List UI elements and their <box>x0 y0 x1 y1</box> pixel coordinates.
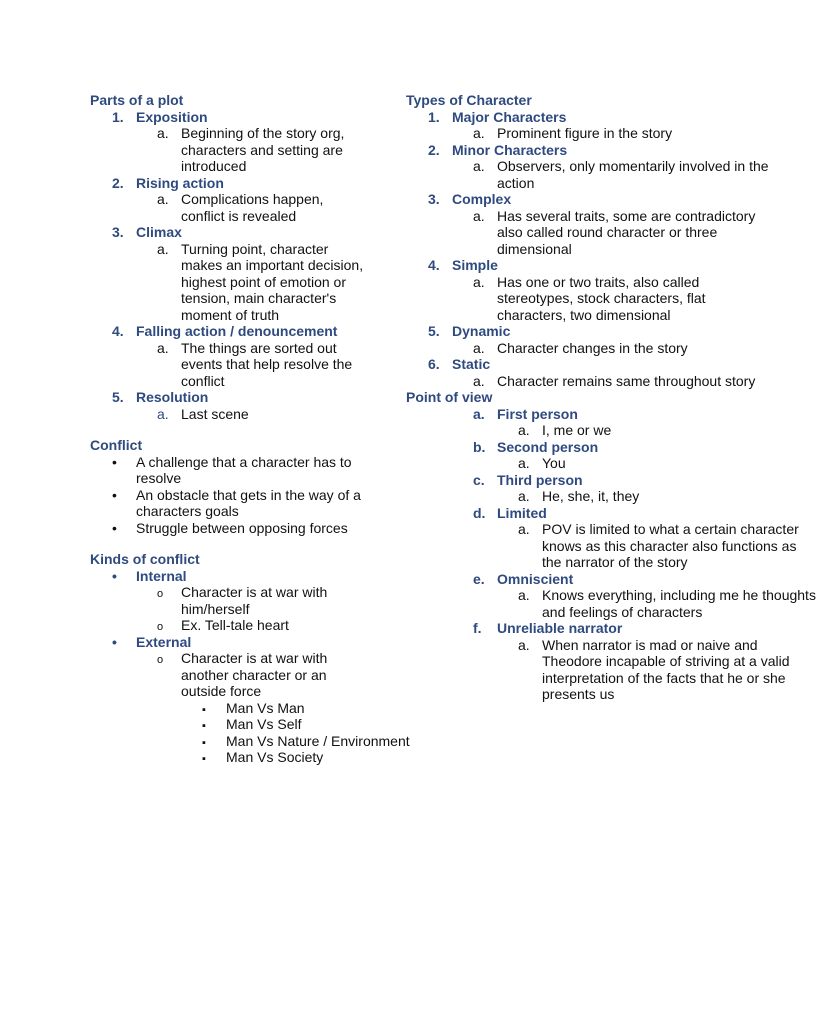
circle-bullet-icon <box>157 584 163 603</box>
types-of-character-heading: Types of Character <box>406 92 532 108</box>
circle-bullet-icon <box>157 650 163 669</box>
character-type: 6. Static <box>428 356 491 372</box>
conflict-item: • An obstacle that gets in the way of a characters goals <box>90 487 376 520</box>
pov-detail: a. He, she, it, they <box>518 488 640 504</box>
pov-detail: a. Knows everything, including me he thoughts and feelings of characters <box>518 587 816 620</box>
pov-detail: a. You <box>518 455 566 471</box>
conflict-type: ▪ Man Vs Society <box>90 749 390 766</box>
pov-type: c. Third person <box>473 471 583 488</box>
kinds-of-conflict-heading: Kinds of conflict <box>90 551 200 567</box>
character-type: 5. Dynamic <box>428 323 511 339</box>
pov-type: a. First person <box>473 405 578 422</box>
plot-item: 3. Climax <box>112 224 182 240</box>
conflict-item: • A challenge that a character has to resolve <box>90 454 366 487</box>
conflict-item: • Struggle between opposing forces <box>90 520 406 537</box>
external-detail: o Character is at war with another character or an outside force <box>90 650 351 700</box>
conflict-heading: Conflict <box>90 437 143 453</box>
parts-of-plot-heading: Parts of a plot <box>90 92 184 108</box>
bullet-icon <box>112 454 117 471</box>
pov-type: f. Unreliable narrator <box>473 620 623 636</box>
pov-detail: a. When narrator is mad or naive and Theodore incapable of striving at a valid interpretation of the facts that he or she presents us <box>518 636 790 702</box>
plot-item-detail: a. The things are sorted out events that help resolve the conflict <box>157 339 353 389</box>
character-type-detail: a. Has several traits, some are contradictory also called round character or three dimensional <box>473 207 756 257</box>
character-type-detail: a. Prominent figure in the story <box>473 125 673 141</box>
right-column <box>406 92 816 703</box>
plot-item-detail: a. Last scene <box>157 405 249 422</box>
bullet-icon <box>112 568 117 585</box>
bullet-icon <box>112 634 117 651</box>
character-type: 3. Complex <box>428 191 512 207</box>
conflict-type: ▪ Man Vs Man <box>90 700 390 717</box>
plot-item-detail: a. Turning point, character makes an important decision, highest point of emotion or tension, main character's moment of truth <box>157 240 364 323</box>
pov-type: d. Limited <box>473 504 547 521</box>
pov-detail: a. POV is limited to what a certain character knows as this character also functions as the narrator of the story <box>518 521 799 570</box>
square-bullet-icon <box>202 749 206 768</box>
conflict-type: ▪ Man Vs Self <box>90 716 390 733</box>
internal-conflict: • Internal <box>90 568 390 585</box>
character-type-detail: a. Observers, only momentarily involved in the action <box>473 158 769 191</box>
pov-type: b. Second person <box>473 438 599 455</box>
bullet-icon <box>112 520 117 537</box>
character-type: 2. Minor Characters <box>428 141 568 158</box>
plot-item-detail: a. Complications happen, conflict is revealed <box>157 191 324 224</box>
plot-item-detail: a. Beginning of the story org, characters and setting are introduced <box>157 125 345 174</box>
plot-item: 4. Falling action / denouncement <box>112 323 338 339</box>
character-type-detail: a. Character remains same throughout story <box>473 372 756 389</box>
point-of-view-heading: Point of view <box>406 389 493 405</box>
external-conflict: • External <box>90 634 390 651</box>
bullet-icon <box>112 487 117 504</box>
plot-item: 1. Exposition <box>112 108 208 125</box>
internal-detail: o Ex. Tell-tale heart <box>90 617 390 634</box>
plot-item: 5. Resolution <box>112 389 209 405</box>
plot-item: 2. Rising action <box>112 174 224 191</box>
internal-detail: o Character is at war with him/herself <box>90 584 351 617</box>
pov-detail: a. I, me or we <box>518 422 612 438</box>
conflict-type: ▪ Man Vs Nature / Environment <box>90 733 476 750</box>
character-type-detail: a. Has one or two traits, also called stereotypes, stock characters, flat characters, two dimensional <box>473 273 706 323</box>
character-type: 4. Simple <box>428 257 498 273</box>
character-type-detail: a. Character changes in the story <box>473 339 688 356</box>
character-type: 1. Major Characters <box>428 108 567 125</box>
pov-type: e. Omniscient <box>473 570 574 587</box>
left-column <box>90 92 410 766</box>
